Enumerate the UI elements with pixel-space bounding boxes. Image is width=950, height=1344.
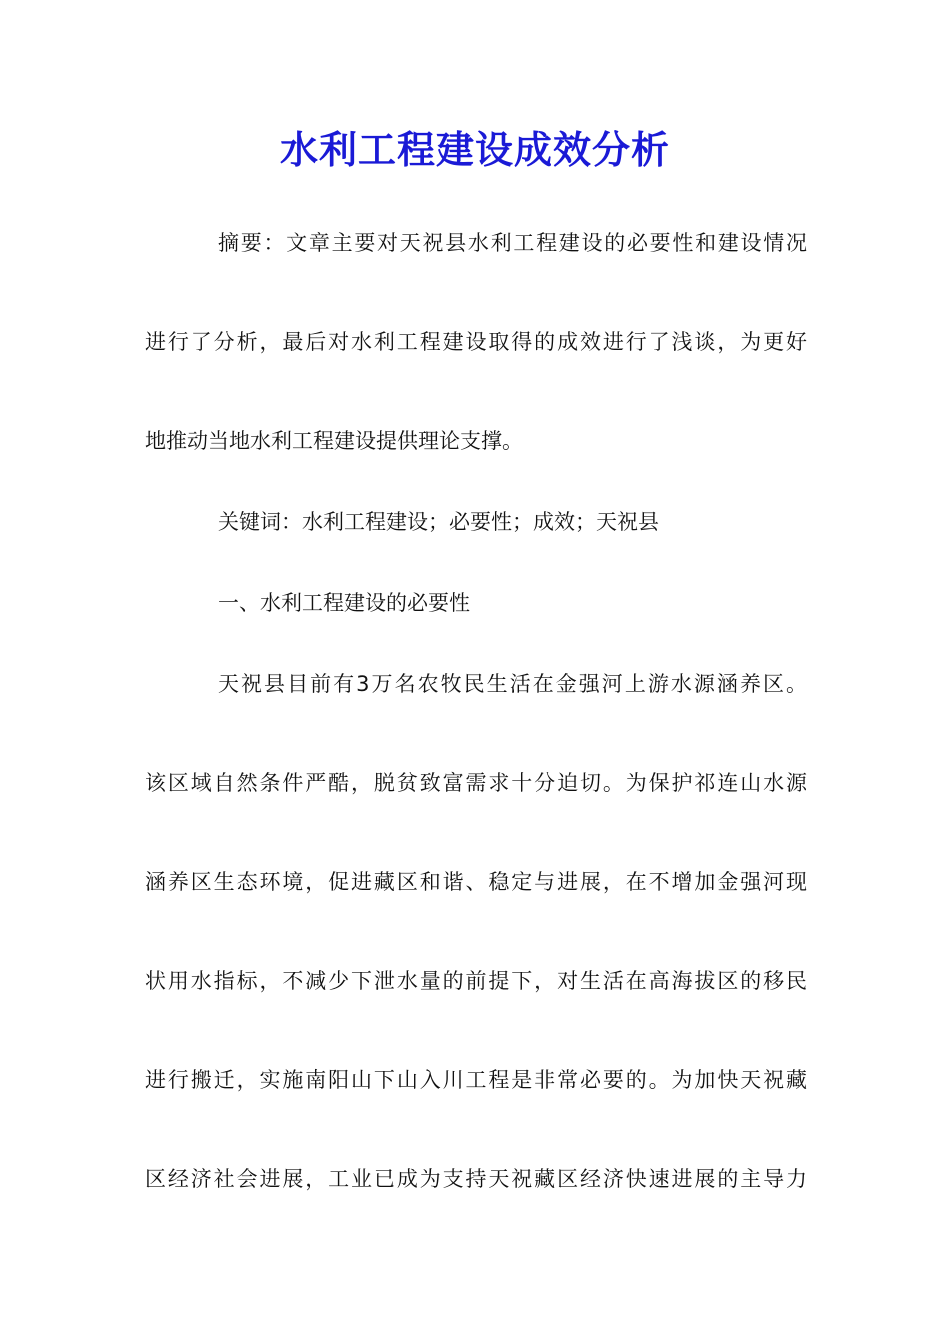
body-line-3: 涵养区生态环境，促进藏区和谐、稳定与进展，在不增加金强河现 <box>145 870 807 894</box>
section-heading: 一、水利工程建设的必要性 <box>218 591 470 615</box>
abstract-line-3: 地推动当地水利工程建设提供理论支撑。 <box>145 429 523 453</box>
body-line-6: 区经济社会进展，工业已成为支持天祝藏区经济快速进展的主导力 <box>145 1167 807 1191</box>
body-line-1: 天祝县目前有3万名农牧民生活在金强河上游水源涵养区。 <box>218 672 807 696</box>
abstract-line-2: 进行了分析，最后对水利工程建设取得的成效进行了浅谈，为更好 <box>145 330 807 354</box>
body-line-2: 该区域自然条件严酷，脱贫致富需求十分迫切。为保护祁连山水源 <box>145 771 807 795</box>
body-line-4: 状用水指标，不减少下泄水量的前提下，对生活在高海拔区的移民 <box>145 969 807 993</box>
body-line-5: 进行搬迁，实施南阳山下山入川工程是非常必要的。为加快天祝藏 <box>145 1068 807 1092</box>
document-title: 水利工程建设成效分析 <box>279 127 670 172</box>
keywords-line: 关键词：水利工程建设；必要性；成效；天祝县 <box>218 510 659 534</box>
abstract-line-1: 摘要：文章主要对天祝县水利工程建设的必要性和建设情况 <box>218 231 807 255</box>
